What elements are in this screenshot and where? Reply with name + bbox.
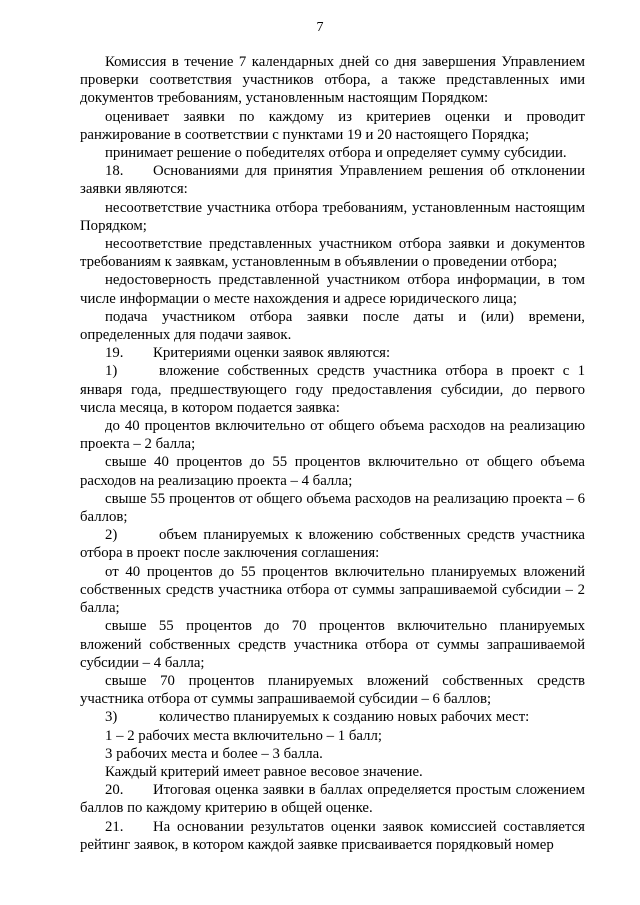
clause-number: 21.: [105, 818, 124, 835]
paragraph-20-total-score: 20. Итоговая оценка заявки в баллах определяется простым сложением баллов по каждому критерию в общей оценке.: [80, 782, 585, 817]
paragraph-criterion-3-score-1: 1 – 2 рабочих места включительно – 1 балл;: [105, 727, 382, 744]
item-number: 2): [105, 527, 118, 544]
paragraph-criterion-1: 1) вложение собственных средств участника отбора в проект с 1 января года, предшествующего году предоставления субсидии, до первого числа месяца, в котором подается заявка:: [80, 363, 585, 416]
item-number: 3): [105, 709, 118, 726]
clause-number: 19.: [105, 345, 124, 362]
paragraph-criterion-1-score-6: свыше 55 процентов от общего объема расходов на реализацию проекта – 6 баллов;: [80, 490, 585, 526]
item-number: 1): [105, 363, 118, 380]
clause-number: 18.: [105, 163, 124, 180]
paragraph-criterion-2-score-6: свыше 70 процентов планируемых вложений собственных средств участника отбора от суммы запрашиваемой субсидии – 6 баллов;: [80, 672, 585, 708]
paragraph-mismatch-documents: несоответствие представленных участником отбора заявки и документов требованиям к заявкам, установленным в объявлении о проведении отбора;: [80, 236, 585, 271]
paragraph-21-rating: 21. На основании результатов оценки заявок комиссией составляется рейтинг заявок, в котором каждой заявке присваивается порядковый номер: [80, 818, 585, 853]
paragraph-criterion-3-score-3: 3 рабочих места и более – 3 балла.: [105, 745, 323, 762]
paragraph-mismatch-requirements: несоответствие участника отбора требованиям, установленным настоящим Порядком;: [80, 199, 585, 234]
paragraph-19-criteria: 19. Критериями оценки заявок являются:: [105, 345, 391, 362]
page-number: 7: [316, 20, 324, 35]
paragraph-criterion-2-score-2: от 40 процентов до 55 процентов включительно планируемых вложений собственных средств участника отбора от суммы запрашиваемой субсидии – 2 балла;: [80, 563, 585, 617]
paragraph-criterion-2: 2) объем планируемых к вложению собственных средств участника отбора в проект после заключения соглашения:: [80, 527, 585, 562]
paragraph-false-information: недостоверность представленной участником отбора информации, в том числе информации о месте нахождения и адресе юридического лица;: [80, 272, 585, 307]
paragraph-evaluate-applications: оценивает заявки по каждому из критериев оценки и проводит ранжирование в соответствии с пунктами 19 и 20 настоящего Порядка;: [80, 108, 585, 143]
paragraph-criterion-3: 3) количество планируемых к созданию новых рабочих мест:: [105, 709, 530, 726]
paragraph-equal-weight: Каждый критерий имеет равное весовое значение.: [105, 763, 423, 780]
paragraph-late-submission: подача участником отбора заявки после даты и (или) времени, определенных для подачи заявок.: [80, 308, 585, 344]
paragraph-criterion-1-score-4: свыше 40 процентов до 55 процентов включительно от общего объема расходов на реализацию проекта – 4 балла;: [80, 454, 585, 489]
paragraph-criterion-1-score-2: до 40 процентов включительно от общего объема расходов на реализацию проекта – 2 балла;: [80, 418, 585, 453]
paragraph-decide-winners: принимает решение о победителях отбора и определяет сумму субсидии.: [105, 145, 567, 162]
paragraph-criterion-2-score-4: свыше 55 процентов до 70 процентов включительно планируемых вложений собственных средств участника отбора от суммы запрашиваемой субсидии – 4 балла;: [80, 618, 585, 671]
clause-number: 20.: [105, 782, 124, 799]
paragraph-18-rejection-grounds: 18. Основаниями для принятия Управлением решения об отклонении заявки являются:: [80, 163, 585, 198]
document-body: [80, 53, 585, 854]
paragraph-commission-duties: Комиссия в течение 7 календарных дней со дня завершения Управлением проверки соответствия участников отбора, а также представленных ими документов требованиям, установленным настоящим Порядком:: [80, 54, 585, 107]
